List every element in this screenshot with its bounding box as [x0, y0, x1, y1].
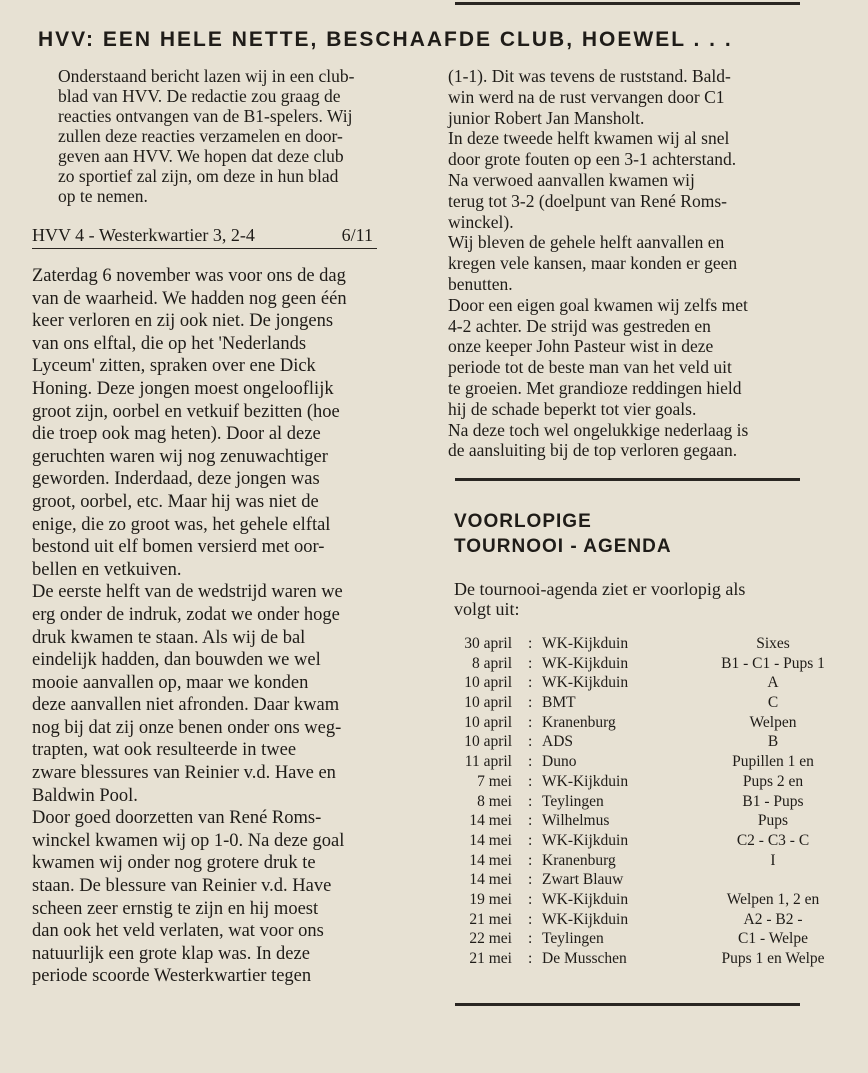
agenda-venue: WK-Kijkduin — [542, 674, 629, 692]
agenda-venue: Kranenburg — [542, 713, 616, 731]
agenda-category: Welpen 1, 2 en — [726, 890, 820, 908]
agenda-date: 19 mei — [469, 890, 512, 908]
agenda-category: A — [767, 674, 779, 692]
agenda-venue: WK-Kijkduin — [542, 772, 629, 790]
agenda-separator: : — [528, 812, 533, 830]
agenda-separator: : — [528, 871, 533, 889]
agenda-row — [448, 732, 800, 752]
agenda-intro: De tournooi-agenda ziet er voorlopig als volgt uit: — [454, 579, 746, 619]
agenda-row — [448, 713, 800, 733]
agenda-date: 8 mei — [477, 792, 512, 810]
agenda-separator: : — [528, 654, 533, 672]
agenda-category: A2 - B2 - — [743, 910, 803, 928]
agenda-row — [448, 752, 814, 772]
agenda-separator: : — [528, 694, 533, 712]
agenda-separator: : — [528, 635, 533, 652]
agenda-row — [448, 772, 804, 792]
agenda-category: Pups 2 en — [742, 772, 804, 790]
agenda-separator: : — [528, 930, 533, 948]
agenda-date: 10 april — [464, 733, 512, 751]
article-headline: HVV: EEN HELE NETTE, BESCHAAFDE CLUB, HOEWEL . . . — [38, 28, 733, 51]
agenda-row — [448, 851, 800, 871]
agenda-date: 22 mei — [469, 930, 512, 948]
agenda-row — [448, 792, 804, 812]
agenda-venue: ADS — [542, 733, 574, 751]
agenda-row — [448, 654, 825, 674]
match-report-left-column: Zaterdag 6 november was voor ons de dag van de waarheid. We hadden nog geen één keer verloren en zij ook niet. De jongens van ons elftal, die op het 'Nederlands Lyceum' zitten, spraken over ene Dick Honing. Deze jongen moest ongelooflijk groot zijn, oorbel en vetkuif bezitten (hoe die troep ook mag heten). Door al deze geruchten waren wij nog zenuwachtiger geworden. Inderdaad, deze jongen was groot, oorbel, etc. Maar hij was niet de enige, die zo groot was, het gehele elftal bestond uit elf bomen versierd met oor- bellen en vetkuiven. De eerste helft van de wedstrijd waren we erg onder de indruk, zodat we onder hoge druk kwamen te staan. Als wij de bal eindelijk hadden, dan bouwden we wel mooie aanvallen op, maar we konden deze aanvallen niet afronden. Daar kwam nog bij dat zij onze benen onder ons weg- trapten, wat ook resulteerde in twee zware blessures van Reinier v.d. Have en Baldwin Pool. Door goed doorzetten van René Roms- winckel kwamen wij op 1-0. Na deze goal kwamen wij onder nog grotere druk te staan. De blessure van Reinier v.d. Have scheen zeer ernstig te zijn en hij moest dan ook het veld verlaten, wat voor ons natuurlijk een grote klap was. In deze periode scoorde Westerkwartier tegen — [32, 266, 347, 987]
agenda-separator: : — [528, 950, 533, 967]
agenda-category: Pupillen 1 en — [732, 753, 814, 771]
agenda-category: I — [770, 851, 776, 869]
agenda-venue: WK-Kijkduin — [542, 831, 629, 849]
agenda-separator: : — [528, 851, 533, 869]
section-divider — [455, 478, 800, 481]
agenda-category: B — [767, 733, 779, 751]
agenda-venue: WK-Kijkduin — [542, 635, 629, 652]
agenda-venue: WK-Kijkduin — [542, 654, 629, 672]
agenda-date: 10 april — [464, 674, 512, 692]
agenda-venue: De Musschen — [542, 950, 627, 967]
agenda-row — [448, 811, 800, 831]
match-report-right-column: (1-1). Dit was tevens de ruststand. Bald- win werd na de rust vervangen door C1 junior Robert Jan Mansholt. In deze tweede helft kwamen wij al snel door grote fouten op een 3-1 achterstand. Na verwoed aanvallen kwamen wij terug tot 3-2 (doelpunt van René Roms- winckel). Wij bleven de gehele helft aanvallen en kregen vele kansen, maar konden er geen benutten. Door een eigen goal kwamen wij zelfs met 4-2 achter. De strijd was gestreden en onze keeper John Pasteur wist in deze periode tot de beste man van het veld uit te groeien. Met grandioze reddingen hield hij de schade beperkt tot vier goals. Na deze toch wel ongelukkige nederlaag is de aansluiting bij de top verloren gegaan. — [448, 66, 749, 461]
agenda-separator: : — [528, 733, 533, 751]
agenda-row — [448, 910, 803, 930]
agenda-separator: : — [528, 713, 533, 731]
agenda-venue: WK-Kijkduin — [542, 890, 629, 908]
intro-paragraph: Onderstaand bericht lazen wij in een club- blad van HVV. De redactie zou graag de reacties ontvangen van de B1-spelers. Wij zullen deze reacties verzamelen en door- geven aan HVV. We hopen dat deze club zo sportief zal zijn, om deze in hun blad op te nemen. — [58, 66, 355, 206]
agenda-category: B1 - Pups — [742, 792, 804, 810]
match-header — [32, 224, 377, 249]
agenda-venue: Kranenburg — [542, 851, 616, 869]
agenda-category: C2 - C3 - C — [736, 831, 810, 849]
agenda-venue: BMT — [542, 694, 576, 712]
agenda-separator: : — [528, 753, 533, 771]
agenda-row — [448, 831, 810, 851]
agenda-row — [448, 693, 800, 713]
agenda-separator: : — [528, 792, 533, 810]
agenda-venue: Teylingen — [542, 930, 604, 948]
agenda-separator: : — [528, 910, 533, 928]
top-rule — [455, 2, 800, 5]
agenda-category: Pups 1 en Welpe — [721, 950, 825, 967]
agenda-list — [448, 634, 825, 969]
agenda-category: C1 - Welpe — [738, 930, 808, 948]
agenda-date: 10 april — [464, 694, 512, 712]
agenda-venue: Zwart Blauw — [542, 871, 624, 889]
agenda-date: 11 april — [464, 753, 512, 771]
agenda-separator: : — [528, 674, 533, 692]
agenda-venue: Wilhelmus — [542, 812, 610, 830]
match-date: 6/11 — [341, 225, 373, 245]
agenda-category: C — [767, 694, 779, 712]
agenda-row — [448, 929, 808, 949]
match-title: HVV 4 - Westerkwartier 3, 2-4 — [32, 225, 255, 245]
agenda-venue: WK-Kijkduin — [542, 910, 629, 928]
agenda-date: 14 mei — [469, 871, 512, 889]
agenda-separator: : — [528, 831, 533, 849]
agenda-date: 14 mei — [469, 831, 512, 849]
agenda-date: 30 april — [464, 635, 512, 652]
agenda-separator: : — [528, 890, 533, 908]
agenda-separator: : — [528, 772, 533, 790]
agenda-date: 21 mei — [469, 950, 512, 967]
agenda-category: Welpen — [749, 713, 797, 731]
agenda-row — [448, 890, 820, 910]
agenda-date: 8 april — [471, 654, 512, 672]
agenda-date: 21 mei — [469, 910, 512, 928]
agenda-date: 7 mei — [477, 772, 512, 790]
agenda-venue: Duno — [542, 753, 577, 771]
agenda-row — [448, 673, 800, 693]
agenda-title: VOORLOPIGE TOURNOOI - AGENDA — [454, 511, 672, 557]
agenda-category: Sixes — [756, 635, 790, 652]
agenda-category: B1 - C1 - Pups 1 — [721, 654, 825, 672]
agenda-date: 10 april — [464, 713, 512, 731]
agenda-category: Pups — [757, 812, 789, 830]
agenda-date: 14 mei — [469, 851, 512, 869]
agenda-row — [448, 870, 800, 890]
agenda-row — [448, 634, 800, 654]
bottom-rule — [455, 1003, 800, 1006]
agenda-row — [448, 949, 825, 969]
agenda-date: 14 mei — [469, 812, 512, 830]
agenda-venue: Teylingen — [542, 792, 604, 810]
